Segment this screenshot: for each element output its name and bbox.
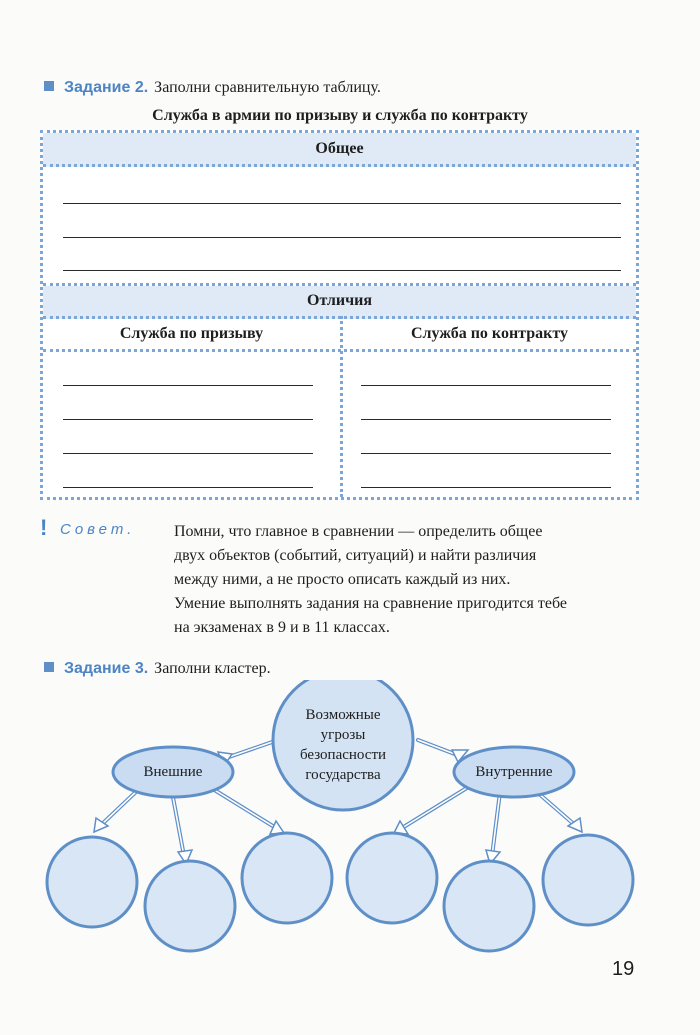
common-header: Общее [43,133,636,167]
empty-cluster-node[interactable] [242,833,332,923]
task3-instruction: Заполни кластер. [154,660,271,677]
center-node-label [283,700,403,790]
comparison-table [40,130,639,500]
answer-line[interactable] [63,385,313,386]
advice-line: Помни, что главное в сравнении — определить общее [174,523,543,540]
empty-cluster-node[interactable] [47,837,137,927]
task-marker-icon [44,81,54,91]
empty-cluster-node[interactable] [347,833,437,923]
answer-line[interactable] [361,487,611,488]
task2-heading [44,79,381,97]
task-marker-icon [44,662,54,672]
task2-instruction: Заполни сравнительную таблицу. [154,79,381,96]
column-divider [340,316,343,497]
empty-cluster-node[interactable] [444,861,534,951]
table-title: Служба в армии по призыву и служба по контракту [152,107,528,124]
advice-line: между ними, а не просто описать каждый из них. [174,571,511,588]
answer-line[interactable] [63,419,313,420]
answer-line[interactable] [361,419,611,420]
answer-line[interactable] [361,385,611,386]
empty-cluster-node[interactable] [543,835,633,925]
task3-label: Задание 3. [64,660,149,677]
answer-line[interactable] [63,237,621,238]
task3-heading [44,660,271,678]
advice-line: Умение выполнять задания на сравнение пригодится тебе [174,595,567,612]
center-node-line: угрозы [320,727,366,743]
task2-label: Задание 2. [64,79,149,96]
advice-line: на экзаменах в 9 и в 11 классах. [174,619,390,636]
internal-node-label: Внутренние [475,763,553,780]
center-node-line: безопасности [299,747,387,763]
advice-line: двух объектов (событий, ситуаций) и найти различия [174,547,537,564]
advice-label: Совет. [60,521,136,538]
answer-line[interactable] [63,453,313,454]
advice-text [174,520,638,640]
empty-cluster-node[interactable] [145,861,235,951]
center-node-line: Возможные [305,707,381,723]
column-header-conscription: Служба по призыву [119,325,264,342]
answer-line[interactable] [63,270,621,271]
advice-exclamation-icon: ! [40,515,48,540]
answer-line[interactable] [63,487,313,488]
page-number: 19 [612,958,635,980]
center-node-line: государства [305,767,381,783]
answer-line[interactable] [63,203,621,204]
differences-header: Отличия [43,286,636,319]
external-node-label: Внешние [143,763,203,780]
column-header-contract: Служба по контракту [411,325,568,342]
answer-line[interactable] [361,453,611,454]
